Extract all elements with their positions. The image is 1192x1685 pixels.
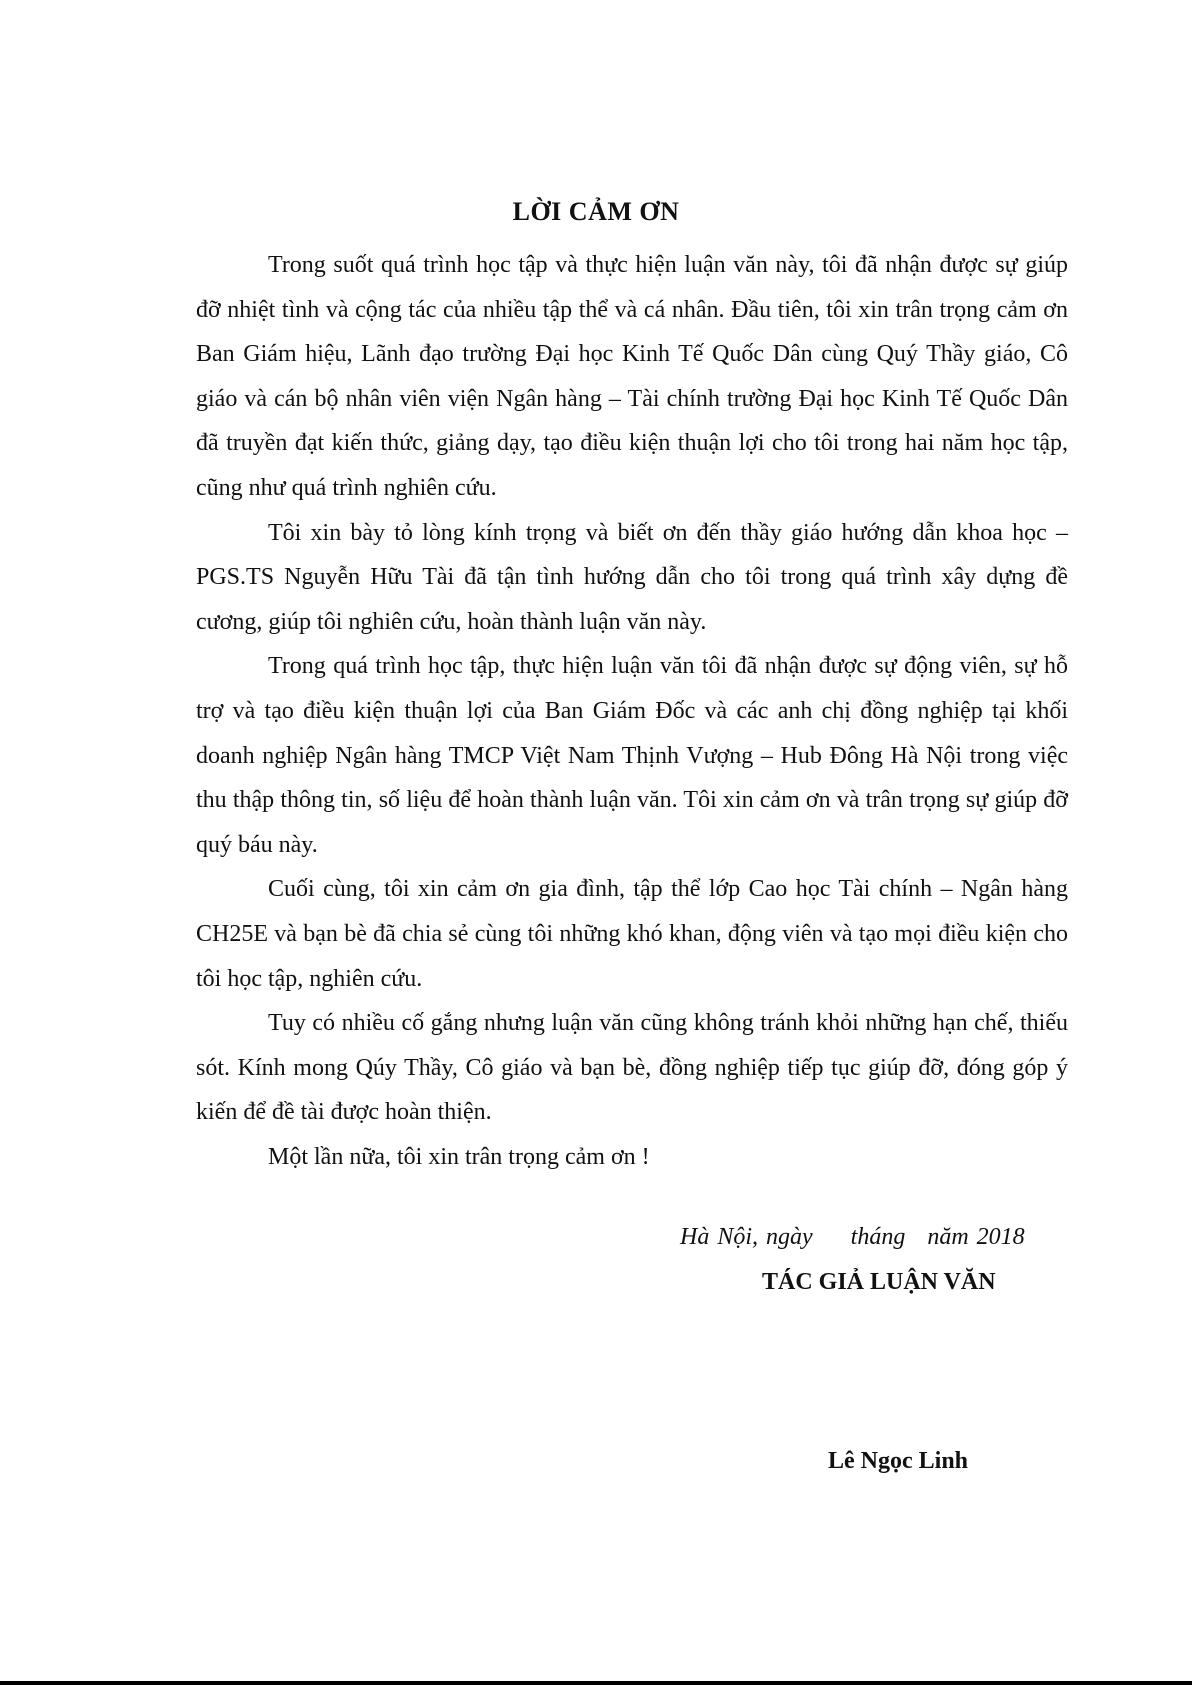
date-place: Hà Nội, ngày bbox=[680, 1224, 813, 1250]
author-name: Lê Ngọc Linh bbox=[828, 1448, 969, 1474]
paragraph-3: Trong quá trình học tập, thực hiện luận văn tôi đã nhận được sự động viên, sự hỗ trợ và tạo điều kiện thuận lợi của Ban Giám Đốc và các anh chị đồng nghiệp tại khối doanh nghiệp Ngân hàng TMCP Việt Nam Thịnh Vượng – Hub Đông Hà Nội trong việc thu thập thông tin, số liệu để hoàn thành luận văn. Tôi xin cảm ơn và trân trọng sự giúp đỡ quý báu này. bbox=[196, 653, 1068, 858]
page-bottom-border bbox=[0, 1681, 1192, 1685]
paragraph-6: Một lần nữa, tôi xin trân trọng cảm ơn ! bbox=[268, 1143, 650, 1170]
signature-date bbox=[680, 1224, 1068, 1251]
date-month: tháng bbox=[850, 1224, 906, 1250]
date-year: năm 2018 bbox=[927, 1224, 1025, 1250]
paragraph-2: Tôi xin bày tỏ lòng kính trọng và biết ơn đến thầy giáo hướng dẫn khoa học – PGS.TS Nguyễn Hữu Tài đã tận tình hướng dẫn cho tôi trong quá trình xây dựng đề cương, giúp tôi nghiên cứu, hoàn thành luận văn này. bbox=[196, 519, 1068, 635]
paragraph-1: Trong suốt quá trình học tập và thực hiện luận văn này, tôi đã nhận được sự giúp đỡ nhiệt tình và cộng tác của nhiều tập thể và cá nhân. Đầu tiên, tôi xin trân trọng cảm ơn Ban Giám hiệu, Lãnh đạo trường Đại học Kinh Tế Quốc Dân cùng Quý Thầy giáo, Cô giáo và cán bộ nhân viên viện Ngân hàng – Tài chính trường Đại học Kinh Tế Quốc Dân đã truyền đạt kiến thức, giảng dạy, tạo điều kiện thuận lợi cho tôi trong hai năm học tập, cũng như quá trình nghiên cứu. bbox=[196, 252, 1068, 501]
author-role: TÁC GIẢ LUẬN VĂN bbox=[762, 1269, 996, 1295]
page-title: LỜI CẢM ƠN bbox=[512, 197, 680, 226]
paragraph-4: Cuối cùng, tôi xin cảm ơn gia đình, tập thể lớp Cao học Tài chính – Ngân hàng CH25E và bạn bè đã chia sẻ cùng tôi những khó khan, động viên và tạo mọi điều kiện cho tôi học tập, nghiên cứu. bbox=[196, 876, 1068, 992]
acknowledgement-body bbox=[196, 243, 1068, 1179]
paragraph-5: Tuy có nhiều cố gắng nhưng luận văn cũng không tránh khỏi những hạn chế, thiếu sót. Kính mong Qúy Thầy, Cô giáo và bạn bè, đồng nghiệp tiếp tục giúp đỡ, đóng góp ý kiến để đề tài được hoàn thiện. bbox=[196, 1010, 1068, 1126]
